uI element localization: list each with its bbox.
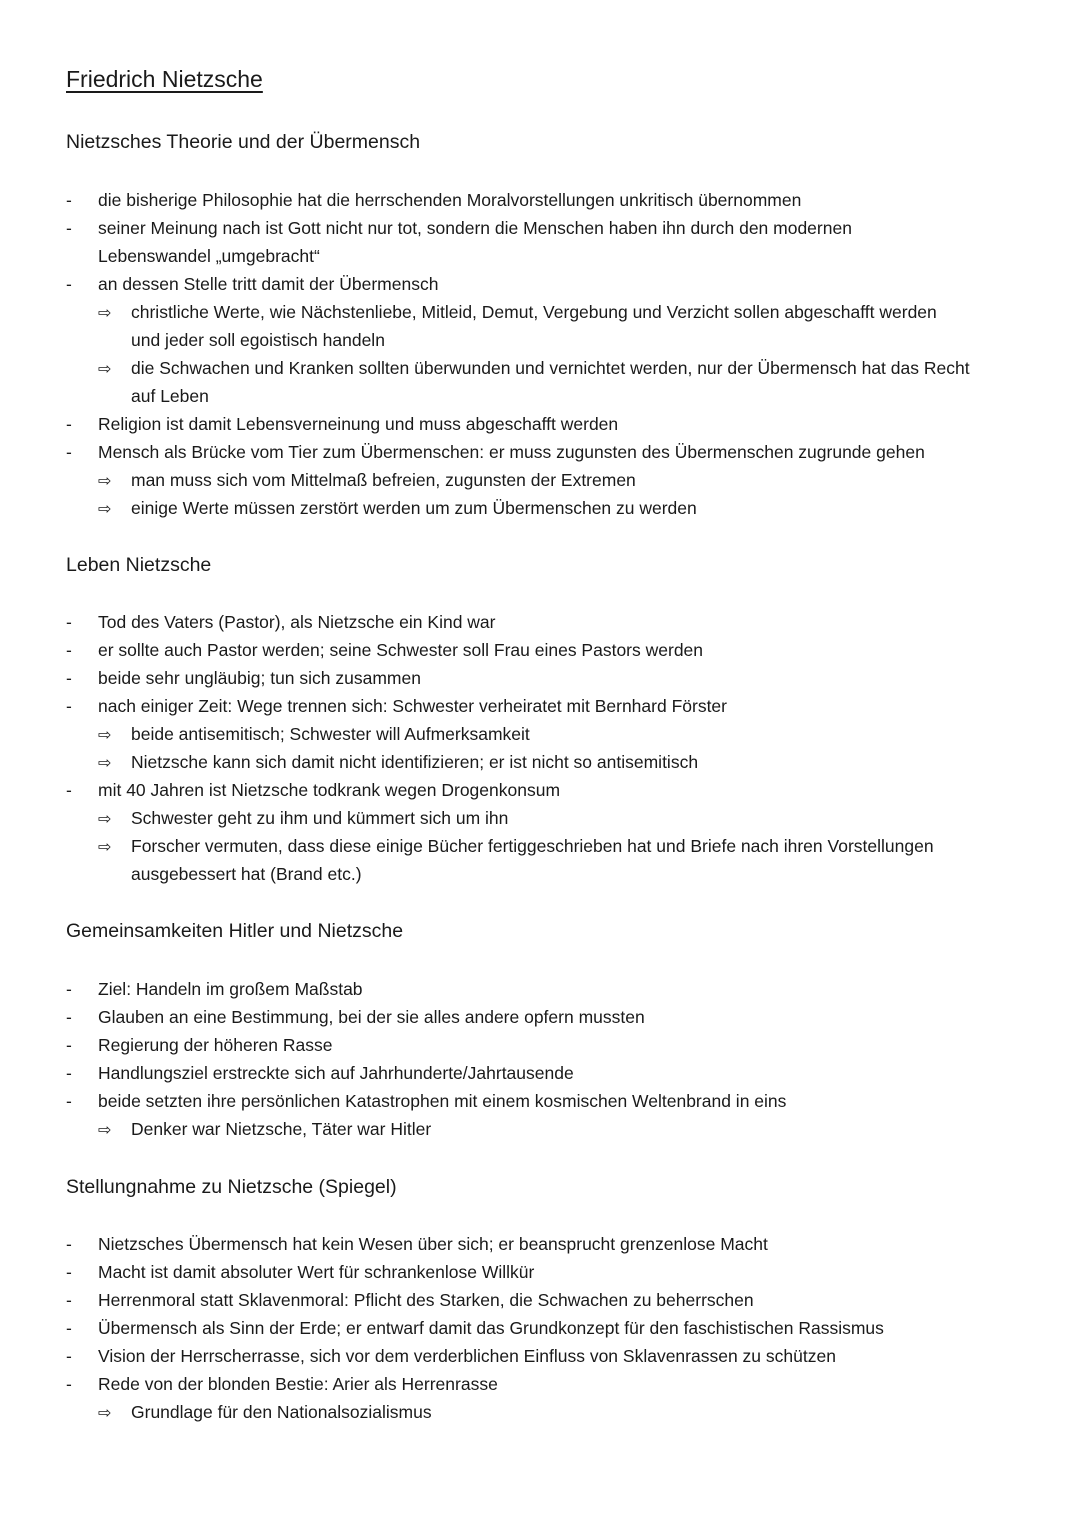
bullet-dash: - [66, 442, 72, 462]
list-item: Tod des Vaters (Pastor), als Nietzsche ein Kind war [98, 612, 496, 632]
list-item: Ziel: Handeln im großem Maßstab [98, 979, 363, 999]
sub-list-item-continuation: und jeder soll egoistisch handeln [131, 330, 385, 350]
sub-list-item: Nietzsche kann sich damit nicht identifizieren; er ist nicht so antisemitisch [131, 752, 699, 772]
list-item: Vision der Herrscherrasse, sich vor dem verderblichen Einfluss von Sklavenrassen zu schützen [98, 1346, 836, 1366]
list-item: beide sehr ungläubig; tun sich zusammen [98, 668, 421, 688]
list-item: Mensch als Brücke vom Tier zum Übermenschen: er muss zugunsten des Übermenschen zugrunde gehen [98, 442, 925, 462]
bullet-dash: - [66, 190, 72, 210]
list-item: seiner Meinung nach ist Gott nicht nur tot, sondern die Menschen haben ihn durch den modernen [98, 218, 852, 238]
list-item: Nietzsches Übermensch hat kein Wesen über sich; er beansprucht grenzenlose Macht [98, 1234, 768, 1254]
list-item: Übermensch als Sinn der Erde; er entwarf damit das Grundkonzept für den faschistischen Rassismus [98, 1318, 884, 1338]
sub-list-item: man muss sich vom Mittelmaß befreien, zugunsten der Extremen [131, 470, 636, 490]
list-item: beide setzten ihre persönlichen Katastrophen mit einem kosmischen Weltenbrand in eins [98, 1091, 787, 1111]
bullet-dash: - [66, 668, 72, 688]
arrow-right-icon: ⇨ [98, 727, 112, 744]
arrow-right-icon: ⇨ [98, 811, 112, 828]
sub-list-item: die Schwachen und Kranken sollten überwunden und vernichtet werden, nur der Übermensch hat das Recht [131, 358, 970, 378]
arrow-right-icon: ⇨ [98, 839, 112, 856]
sub-list-item: einige Werte müssen zerstört werden um zum Übermenschen zu werden [131, 498, 697, 518]
bullet-dash: - [66, 780, 72, 800]
bullet-dash: - [66, 414, 72, 434]
bullet-dash: - [66, 696, 72, 716]
bullet-dash: - [66, 979, 72, 999]
sub-list-item-continuation: ausgebessert hat (Brand etc.) [131, 864, 362, 884]
section-heading-gemeinsamkeiten: Gemeinsamkeiten Hitler und Nietzsche [66, 920, 404, 942]
arrow-right-icon: ⇨ [98, 473, 112, 490]
list-item: er sollte auch Pastor werden; seine Schwester soll Frau eines Pastors werden [98, 640, 704, 660]
bullet-dash: - [66, 1374, 72, 1394]
list-item: Rede von der blonden Bestie: Arier als Herrenrasse [98, 1374, 498, 1394]
sub-list-item: beide antisemitisch; Schwester will Aufmerksamkeit [131, 724, 530, 744]
bullet-dash: - [66, 1091, 72, 1111]
bullet-dash: - [66, 1346, 72, 1366]
bullet-dash: - [66, 1262, 72, 1282]
sub-list-item: Schwester geht zu ihm und kümmert sich um ihn [131, 808, 509, 828]
bullet-dash: - [66, 1318, 72, 1338]
document-title: Friedrich Nietzsche [66, 66, 263, 92]
list-item: Religion ist damit Lebensverneinung und muss abgeschafft werden [98, 414, 619, 434]
arrow-right-icon: ⇨ [98, 755, 112, 772]
arrow-right-icon: ⇨ [98, 1405, 112, 1422]
list-item: mit 40 Jahren ist Nietzsche todkrank wegen Drogenkonsum [98, 780, 561, 800]
sub-list-item: Denker war Nietzsche, Täter war Hitler [131, 1119, 432, 1139]
arrow-right-icon: ⇨ [98, 305, 112, 322]
sub-list-item: Grundlage für den Nationalsozialismus [131, 1402, 432, 1422]
list-item: Regierung der höheren Rasse [98, 1035, 333, 1055]
arrow-right-icon: ⇨ [98, 1122, 112, 1139]
list-item: an dessen Stelle tritt damit der Übermensch [98, 274, 439, 294]
sub-list-item-continuation: auf Leben [131, 386, 209, 406]
bullet-dash: - [66, 274, 72, 294]
list-item: Handlungsziel erstreckte sich auf Jahrhunderte/Jahrtausende [98, 1063, 574, 1083]
arrow-right-icon: ⇨ [98, 361, 112, 378]
bullet-dash: - [66, 1035, 72, 1055]
list-item: nach einiger Zeit: Wege trennen sich: Schwester verheiratet mit Bernhard Förster [98, 696, 727, 716]
list-item: Macht ist damit absoluter Wert für schrankenlose Willkür [98, 1262, 535, 1282]
bullet-dash: - [66, 640, 72, 660]
sub-list-item: christliche Werte, wie Nächstenliebe, Mitleid, Demut, Vergebung und Verzicht sollen abgeschafft werden [131, 302, 937, 322]
section-heading-stellungnahme: Stellungnahme zu Nietzsche (Spiegel) [66, 1176, 397, 1198]
section-heading-leben: Leben Nietzsche [66, 554, 212, 576]
list-item: Glauben an eine Bestimmung, bei der sie alles andere opfern mussten [98, 1007, 645, 1027]
list-item: Herrenmoral statt Sklavenmoral: Pflicht des Starken, die Schwachen zu beherrschen [98, 1290, 754, 1310]
sub-list-item: Forscher vermuten, dass diese einige Bücher fertiggeschrieben hat und Briefe nach ihren Vorstellungen [131, 836, 934, 856]
section-heading-theorie: Nietzsches Theorie und der Übermensch [66, 131, 421, 153]
bullet-dash: - [66, 1234, 72, 1254]
bullet-dash: - [66, 218, 72, 238]
bullet-dash: - [66, 612, 72, 632]
list-item-continuation: Lebenswandel „umgebracht“ [98, 246, 320, 266]
bullet-dash: - [66, 1290, 72, 1310]
arrow-right-icon: ⇨ [98, 501, 112, 518]
bullet-dash: - [66, 1063, 72, 1083]
bullet-dash: - [66, 1007, 72, 1027]
list-item: die bisherige Philosophie hat die herrschenden Moralvorstellungen unkritisch übernommen [98, 190, 802, 210]
